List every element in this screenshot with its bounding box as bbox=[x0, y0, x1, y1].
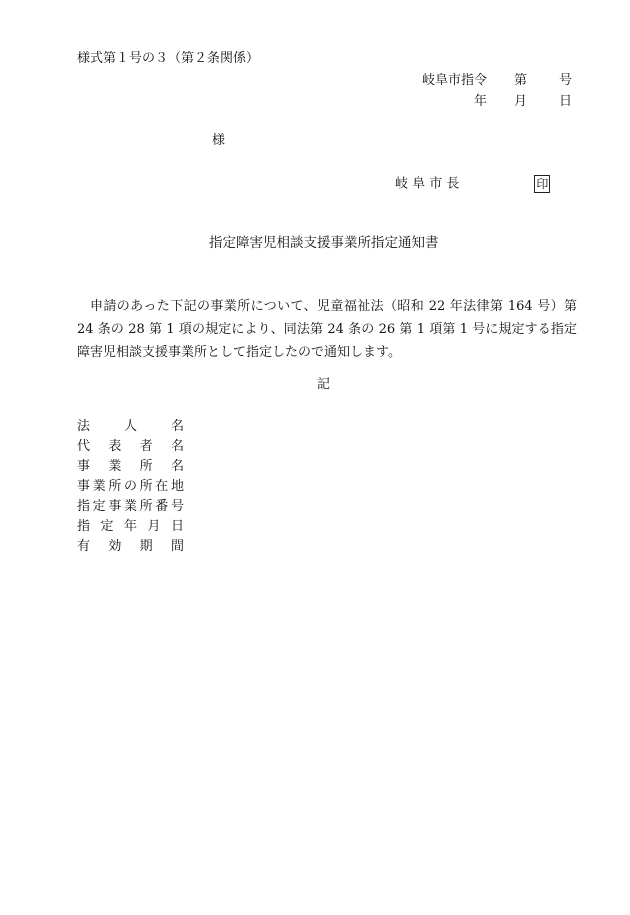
field-label bbox=[77, 457, 184, 477]
addressee-honorific: 様 bbox=[212, 133, 226, 148]
field-label-char: 法 bbox=[77, 419, 91, 434]
field-label-char: 名 bbox=[170, 419, 184, 434]
field-label-char: 事 bbox=[108, 499, 122, 514]
field-label-char: 地 bbox=[170, 479, 184, 494]
field-label bbox=[77, 517, 184, 537]
field-label-char: 所 bbox=[139, 479, 153, 494]
field-label bbox=[77, 477, 184, 497]
field-label bbox=[77, 437, 184, 457]
field-label-char: の bbox=[123, 479, 137, 494]
issuer-line bbox=[395, 175, 550, 193]
field-label-char: 者 bbox=[139, 439, 153, 454]
date-line bbox=[474, 94, 572, 110]
field-label-char: 定 bbox=[92, 499, 106, 514]
field-label-char: 在 bbox=[155, 479, 169, 494]
order-go: 号 bbox=[558, 73, 572, 88]
field-label-char: 名 bbox=[170, 439, 184, 454]
field-label-char: 指 bbox=[77, 499, 91, 514]
field-label-char: 月 bbox=[147, 519, 161, 534]
field-label-char: 日 bbox=[170, 519, 184, 534]
field-label bbox=[77, 537, 184, 557]
field-label bbox=[77, 417, 184, 437]
field-label-char: 代 bbox=[77, 439, 91, 454]
field-label-char: 定 bbox=[100, 519, 114, 534]
field-label-char: 業 bbox=[92, 479, 106, 494]
date-day: 日 bbox=[558, 94, 572, 109]
field-label-char: 番 bbox=[155, 499, 169, 514]
form-number: 様式第１号の３（第２条関係） bbox=[77, 51, 260, 66]
field-label-char: 表 bbox=[108, 439, 122, 454]
field-label bbox=[77, 497, 184, 517]
order-number-line bbox=[422, 73, 572, 89]
field-label-char: 所 bbox=[139, 459, 153, 474]
seal-stamp: 印 bbox=[536, 177, 549, 191]
order-prefix: 岐阜市指令 bbox=[421, 73, 487, 88]
field-label-char: 期 bbox=[139, 539, 153, 554]
field-label-char: 間 bbox=[170, 539, 184, 554]
field-label-char: 人 bbox=[123, 419, 137, 434]
field-label-char: 年 bbox=[123, 519, 137, 534]
field-label-char: 所 bbox=[108, 479, 122, 494]
body-text: 申請のあった下記の事業所について、児童福祉法（昭和 22 年法律第 164 号）第 24 条の 28 第 1 項の規定により、同法第 24 条の 26 第 1 項第 1 号に規定する指定障害児相談支援事業所として指定したので通知します。 bbox=[77, 299, 577, 360]
date-year: 年 bbox=[473, 94, 487, 109]
issuer-name: 岐 阜 市 長 bbox=[395, 176, 460, 192]
ki-heading: 記 bbox=[317, 377, 331, 392]
field-label-char: 名 bbox=[170, 459, 184, 474]
field-label-char: 所 bbox=[139, 499, 153, 514]
field-label-char: 事 bbox=[77, 479, 91, 494]
field-label-char: 効 bbox=[108, 539, 122, 554]
field-label-char: 業 bbox=[108, 459, 122, 474]
field-label-char: 指 bbox=[77, 519, 91, 534]
field-label-char: 有 bbox=[77, 539, 91, 554]
order-dai: 第 bbox=[513, 73, 527, 88]
field-list bbox=[77, 417, 184, 557]
field-label-char: 事 bbox=[77, 459, 91, 474]
document-title: 指定障害児相談支援事業所指定通知書 bbox=[209, 235, 439, 251]
date-month: 月 bbox=[513, 94, 527, 109]
field-label-char: 業 bbox=[123, 499, 137, 514]
field-label-char: 号 bbox=[170, 499, 184, 514]
